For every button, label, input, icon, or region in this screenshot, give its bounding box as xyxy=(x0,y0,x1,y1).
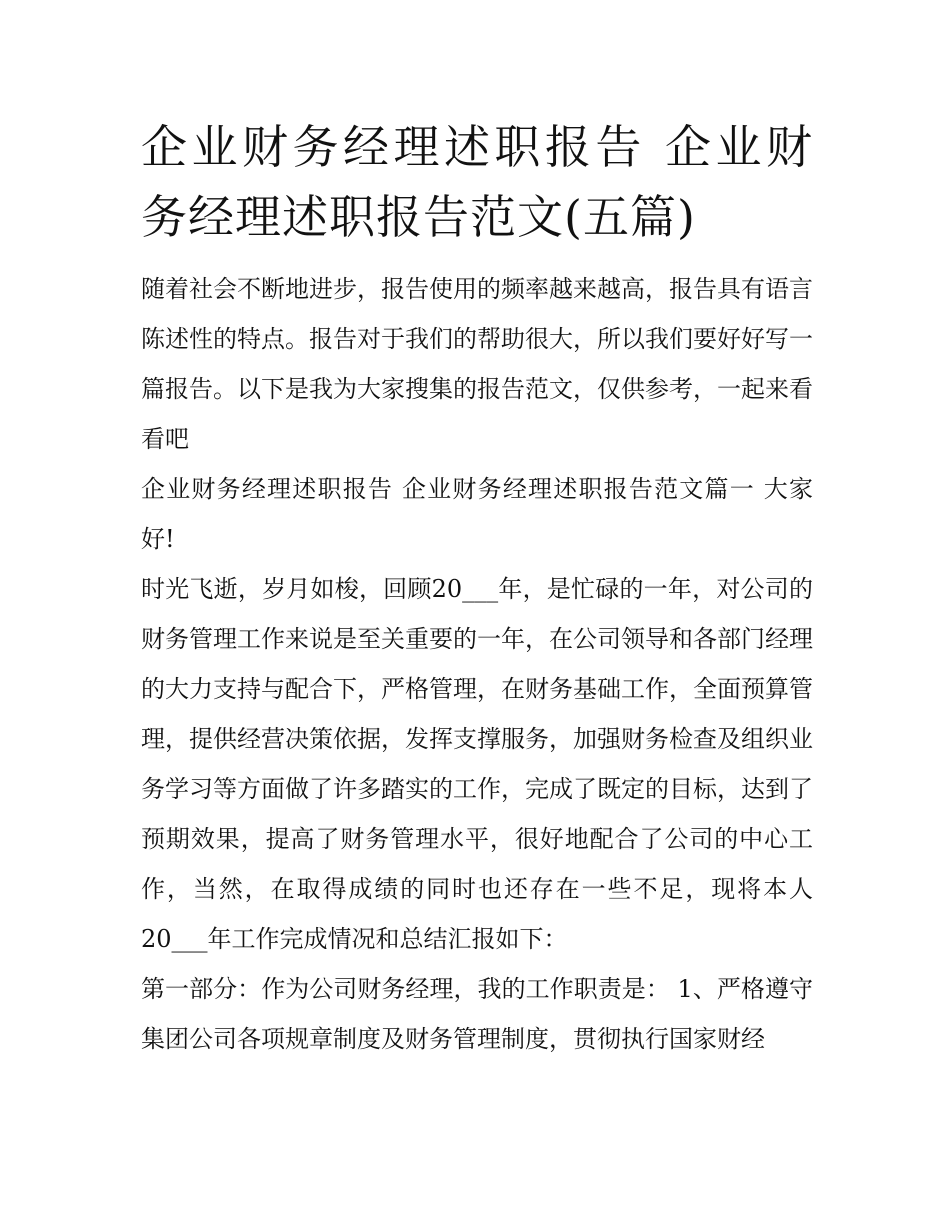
review-paragraph: 时光飞逝，岁月如梭，回顾20___年，是忙碌的一年，对公司的财务管理工作来说是至关重要的一年，在公司领导和各部门经理的大力支持与配合下，严格管理，在财务基础工作，全面预算管理，提供经营决策依据，发挥支撑服务，加强财务检查及组织业务学习等方面做了许多踏实的工作，完成了既定的目标，达到了预期效果，提高了财务管理水平，很好地配合了公司的中心工作，当然，在取得成绩的同时也还存在一些不足，现将本人20___年工作完成情况和总结汇报如下： xyxy=(141,575,813,953)
duties-paragraph: 第一部分：作为公司财务经理，我的工作职责是： 1、严格遵守集团公司各项规章制度及财务管理制度，贯彻执行国家财经 xyxy=(141,975,813,1053)
document-title: 企业财务经理述职报告 企业财务经理述职报告范文(五篇) xyxy=(141,120,813,244)
intro-paragraph: 随着社会不断地进步，报告使用的频率越来越高，报告具有语言陈述性的特点。报告对于我们的帮助很大，所以我们要好好写一篇报告。以下是我为大家搜集的报告范文，仅供参考，一起来看看吧 xyxy=(141,275,813,453)
document-body xyxy=(141,264,813,1064)
document-page xyxy=(141,112,813,1064)
section-heading-paragraph: 企业财务经理述职报告 企业财务经理述职报告范文篇一 大家好! xyxy=(141,475,813,553)
